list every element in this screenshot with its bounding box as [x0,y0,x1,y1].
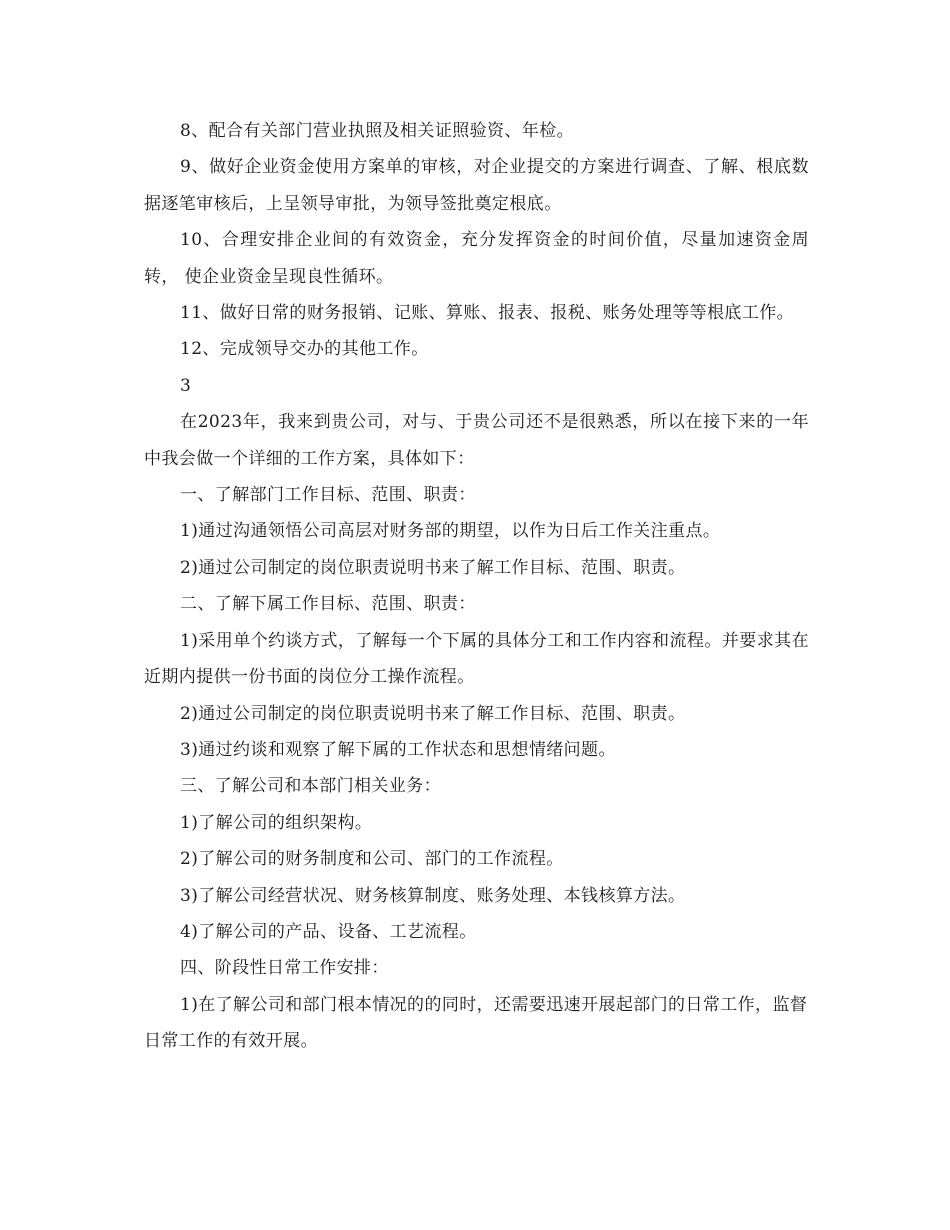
list-item: 3)通过约谈和观察了解下属的工作状态和思想情绪问题。 [180,739,616,760]
list-item: 1)采用单个约谈方式，了解每一个下属的具体分工和工作内容和流程。并要求其在近期内提供一份书面的岗位分工操作流程。 [144,630,809,688]
paragraph-item-8: 8、配合有关部门营业执照及相关证照验资、年检。 [180,121,575,141]
section-number: 3 [180,375,192,396]
list-item: 2)了解公司的财务制度和公司、部门的工作流程。 [180,849,564,870]
paragraph-item-11: 11、做好日常的财务报销、记账、算账、报表、报税、账务处理等等根底工作。 [180,303,795,324]
list-item: 3)了解公司经营状况、财务核算制度、账务处理、本钱核算方法。 [180,885,686,906]
paragraph-item-12: 12、完成领导交办的其他工作。 [180,339,429,360]
heading-3: 三、了解公司和本部门相关业务： [180,776,441,797]
list-item: 1)通过沟通领悟公司高层对财务部的期望，以作为日后工作关注重点。 [180,521,721,542]
document-body [144,113,809,1060]
list-item: 4)了解公司的产品、设备、工艺流程。 [180,921,477,942]
list-item: 1)了解公司的组织架构。 [180,812,373,833]
paragraph-item-9: 9、做好企业资金使用方案单的审核，对企业提交的方案进行调查、了解、根底数据逐笔审核后，上呈领导审批，为领导签批奠定根底。 [144,157,809,214]
list-item: 1)在了解公司和部门根本情况的的同时，还需要迅速开展起部门的日常工作，监督日常工作的有效开展。 [144,994,808,1052]
heading-4: 四、阶段性日常工作安排： [180,958,389,979]
heading-2: 二、了解下属工作目标、范围、职责： [180,594,476,615]
list-item: 2)通过公司制定的岗位职责说明书来了解工作目标、范围、职责。 [180,703,686,724]
paragraph-item-10: 10、合理安排企业间的有效资金，充分发挥资金的时间价值，尽量加速资金周转， 使企业资金呈现良性循环。 [144,230,809,287]
list-item: 2)通过公司制定的岗位职责说明书来了解工作目标、范围、职责。 [180,557,686,578]
heading-1: 一、了解部门工作目标、范围、职责： [180,485,476,506]
intro-paragraph: 在2023年，我来到贵公司，对与、于贵公司还不是很熟悉，所以在接下来的一年中我会做一个详细的工作方案，具体如下： [144,412,809,469]
